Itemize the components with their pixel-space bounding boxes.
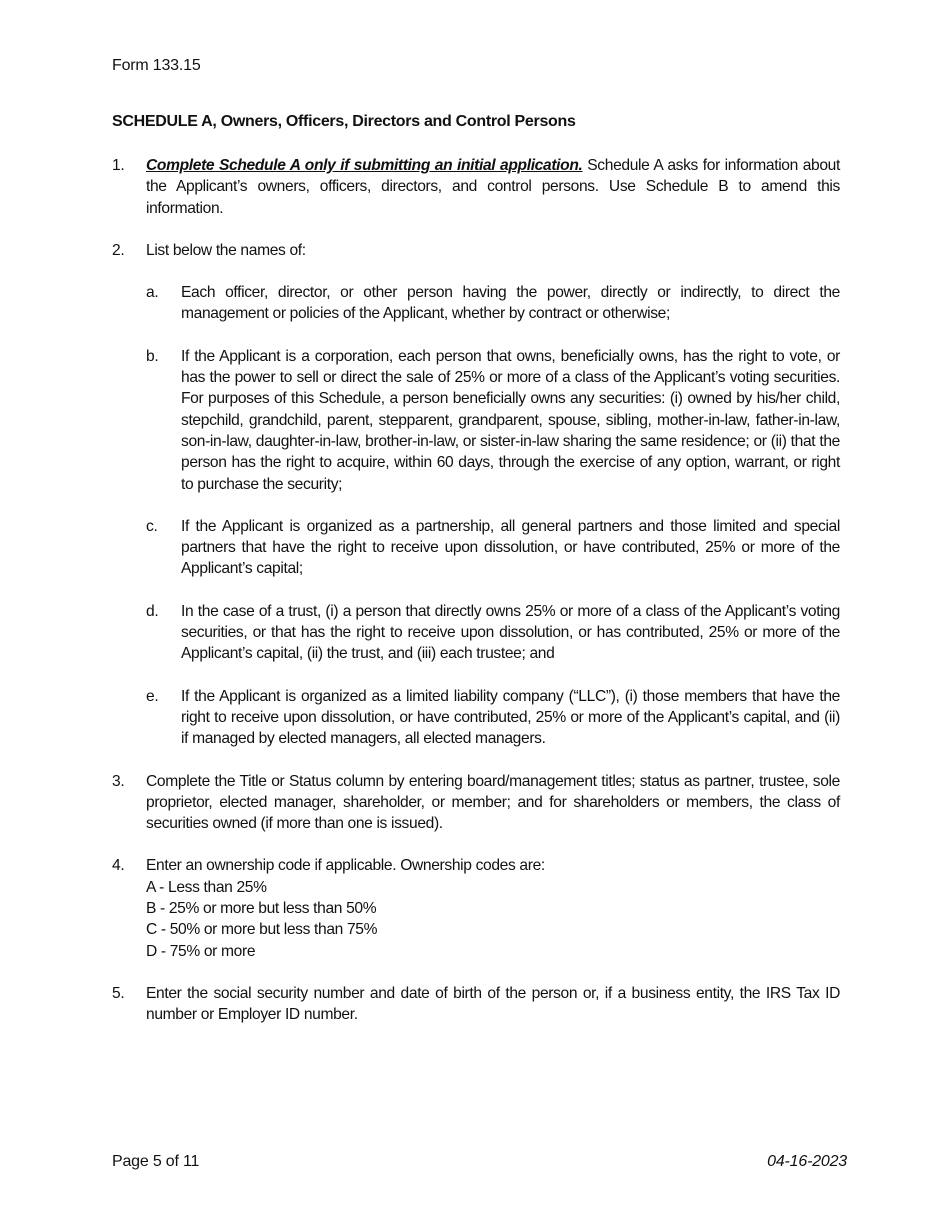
sub-item-letter: d. <box>146 602 159 620</box>
revision-date: 04-16-2023 <box>767 1153 847 1170</box>
ownership-code: A - Less than 25% <box>146 878 267 896</box>
sub-item-text: Each officer, director, or other person having the power, directly or indirectly, to direct the management or policies of the Applicant, whether by contract or otherwise; <box>181 284 840 323</box>
item-number: 2. <box>112 241 125 259</box>
item-number: 1. <box>112 157 125 174</box>
item-text: Complete the Title or Status column by entering board/management titles; status as partner, trustee, sole proprietor, elected manager, shareholder, or member; and for shareholders or members, the class of securities owned (if more than one is issued). <box>146 772 840 833</box>
sub-item-text: If the Applicant is organized as a partnership, all general partners and those limited and special partners that have the right to receive upon dissolution, or have contributed, 25% or more of the Applicant’s capital; <box>181 517 840 578</box>
sub-item-d <box>146 601 840 665</box>
sub-item-e <box>146 686 840 750</box>
sub-item-a <box>146 282 840 325</box>
instruction-item-2 <box>112 240 840 750</box>
ownership-codes <box>146 877 840 962</box>
item-text: Enter the social security number and date of birth of the person or, if a business entity, the IRS Tax ID number or Employer ID number. <box>146 984 840 1024</box>
item-body <box>146 240 840 750</box>
sub-list <box>146 282 840 749</box>
instruction-item-5 <box>112 983 840 1026</box>
instructions-list <box>112 155 840 1026</box>
sub-item-c <box>146 516 840 580</box>
sub-item-text: In the case of a trust, (i) a person that directly owns 25% or more of a class of the Applicant’s voting securities, or that has the right to receive upon dissolution, or has contributed, 25% or more of the Applicant’s capital, (ii) the trust, and (iii) each trustee; and <box>181 602 840 663</box>
ownership-code: B - 25% or more but less than 50% <box>146 900 377 918</box>
form-id: Form 133.15 <box>112 57 201 74</box>
sub-item-letter: a. <box>146 284 159 302</box>
schedule-title: SCHEDULE A, Owners, Officers, Directors and Control Persons <box>112 113 576 130</box>
sub-item-text: If the Applicant is a corporation, each person that owns, beneficially owns, has the right to vote, or has the power to sell or direct the sale of 25% or more of a class of the Applicant’s voting securities. For purposes of this Schedule, a person beneficially owns any securities: (i) owned by his/her child, stepchild, grandchild, parent, stepparent, grandparent, spouse, sibling, mother-in-law, father-in-law, son-in-law, daughter-in-law, brother-in-law, or sister-in-law sharing the same residence; or (ii) that the person has the right to acquire, within 60 days, through the exercise of any option, warrant, or right to purchase the security; <box>181 347 840 493</box>
sub-item-b <box>146 346 840 495</box>
item-lead-text: Complete Schedule A only if submitting an initial application. <box>146 157 583 174</box>
sub-item-letter: b. <box>146 347 159 365</box>
instruction-item-4 <box>112 855 840 961</box>
sub-item-letter: c. <box>146 517 158 535</box>
ownership-code: D - 75% or more <box>146 942 256 960</box>
item-text: Schedule A asks for information about the Applicant’s owners, officers, directors, and control persons. Use Schedule B to amend this information. <box>146 157 840 217</box>
instruction-item-1 <box>112 155 840 219</box>
item-text: Enter an ownership code if applicable. Ownership codes are: <box>146 857 545 875</box>
instruction-item-3 <box>112 771 840 835</box>
page-number: Page 5 of 11 <box>112 1153 200 1170</box>
item-number: 3. <box>112 772 125 790</box>
ownership-code: C - 50% or more but less than 75% <box>146 921 378 939</box>
sub-item-text: If the Applicant is organized as a limited liability company (“LLC”), (i) those members that have the right to receive upon dissolution, or have contributed, 25% or more of the Applicant’s capital, and (ii) if managed by elected managers, all elected managers. <box>181 687 840 748</box>
item-number: 5. <box>112 984 125 1002</box>
item-body <box>146 155 840 219</box>
sub-item-letter: e. <box>146 687 159 705</box>
item-number: 4. <box>112 857 125 875</box>
item-body <box>146 855 840 961</box>
item-text: List below the names of: <box>146 241 306 259</box>
